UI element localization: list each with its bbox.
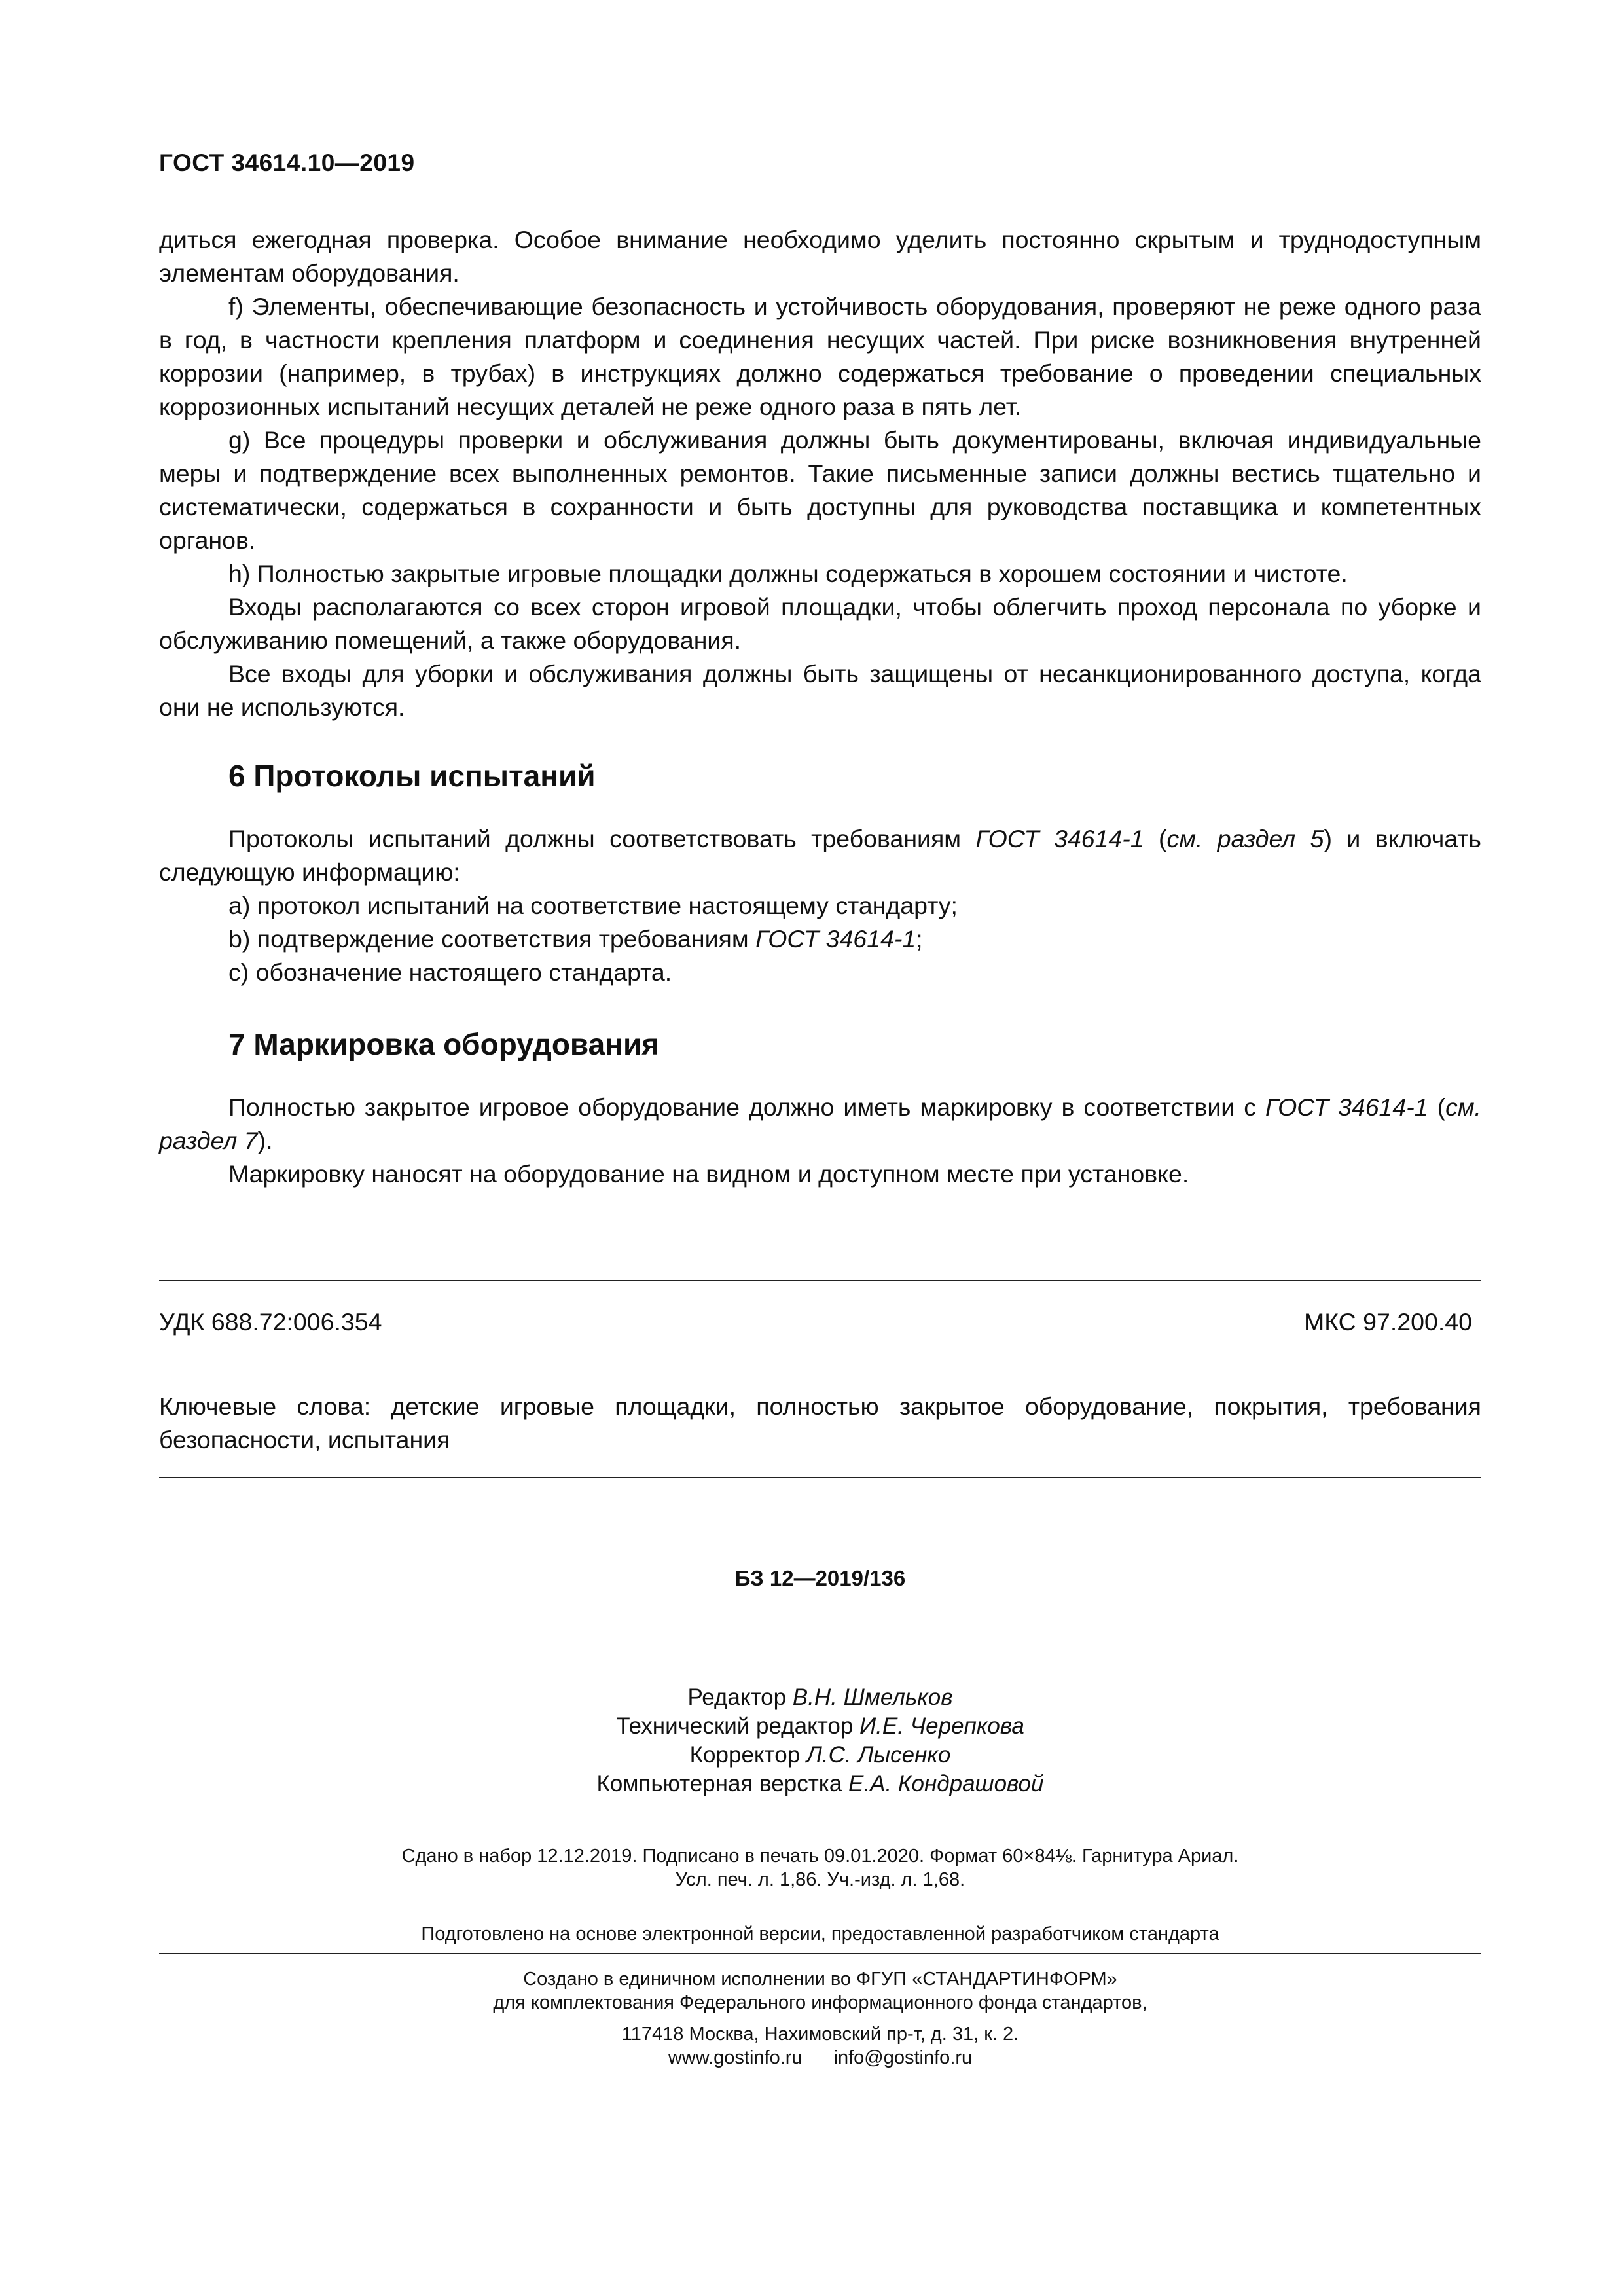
text: ; — [916, 925, 923, 953]
keywords — [159, 1390, 1481, 1457]
label: Технический редактор — [616, 1713, 860, 1739]
list-item — [159, 922, 1481, 956]
tech-editor-line — [159, 1712, 1481, 1741]
layout-line — [159, 1770, 1481, 1798]
prepared-note: Подготовлено на основе электронной версии, предоставленной разработчиком стандарта — [421, 1923, 1219, 1944]
divider — [159, 1953, 1481, 1954]
name: И.Е. Черепкова — [859, 1713, 1024, 1739]
print-info — [159, 1844, 1481, 1891]
credits-block — [159, 1683, 1481, 1798]
mks-code: МКС 97.200.40 — [1304, 1308, 1472, 1336]
standard-code: ГОСТ 34614.10—2019 — [159, 149, 415, 176]
section-7-heading: 7 Маркировка оборудования — [228, 1027, 660, 1061]
udk-code: УДК 688.72:006.354 — [159, 1308, 382, 1336]
reference: см. раздел 5 — [1166, 825, 1324, 852]
paragraph: Все входы для уборки и обслуживания должны быть защищены от несанкционированного доступа, когда они не используются. — [159, 660, 1481, 721]
publisher-line: Создано в единичном исполнении во ФГУП «СТАНДАРТИНФОРМ» — [523, 1969, 1117, 1990]
text: Полностью закрытое игровое оборудование должно иметь маркировку в соответствии с — [228, 1093, 1265, 1121]
paragraph — [159, 822, 1481, 889]
keywords-text: Ключевые слова: детские игровые площадки, полностью закрытое оборудование, покрытия, требования безопасности, испытания — [159, 1393, 1481, 1453]
reference: ГОСТ 34614-1 — [1265, 1093, 1428, 1121]
contacts-line — [159, 2046, 1481, 2069]
paragraph — [159, 1091, 1481, 1157]
paragraph-item-f: f) Элементы, обеспечивающие безопасность и устойчивость оборудования, проверяют не реже одного раза в год, в частности крепления платформ и соединения несущих частей. При риске возникновения внутренней коррозии (например, в трубах) в инструкциях должно содержаться требование о проведении специальных коррозионных испытаний несущих деталей не реже одного раза в пять лет. — [159, 293, 1481, 420]
reference: ГОСТ 34614-1 — [755, 925, 916, 953]
section-6-body — [159, 822, 1481, 989]
paragraph: диться ежегодная проверка. Особое внимание необходимо уделить постоянно скрытым и труднодоступным элементам оборудования. — [159, 226, 1481, 287]
name: Е.А. Кондрашовой — [848, 1771, 1044, 1796]
section-5-continuation — [159, 223, 1481, 724]
text: ( — [1428, 1093, 1446, 1121]
editor-line — [159, 1683, 1481, 1712]
corrector-line — [159, 1741, 1481, 1770]
publisher-block — [159, 1967, 1481, 2069]
print-info-line: Усл. печ. л. 1,86. Уч.-изд. л. 1,68. — [675, 1869, 965, 1890]
publisher-line: для комплектования Федерального информационного фонда стандартов, — [493, 1992, 1147, 2013]
section-6-heading: 6 Протоколы испытаний — [228, 759, 596, 793]
paragraph: Входы располагаются со всех сторон игровой площадки, чтобы облегчить проход персонала по уборке и обслуживанию помещений, а также оборудования. — [159, 593, 1481, 654]
paragraph-item-h: h) Полностью закрытые игровые площадки должны содержаться в хорошем состоянии и чистоте. — [228, 560, 1348, 587]
list-item: a) протокол испытаний на соответствие настоящему стандарту; — [228, 892, 958, 919]
name: Л.С. Лысенко — [806, 1742, 951, 1768]
label: Редактор — [687, 1685, 793, 1710]
print-info-line: Сдано в набор 12.12.2019. Подписано в печать 09.01.2020. Формат 60×84⅛. Гарнитура Ариал. — [401, 1846, 1239, 1867]
paragraph-item-g: g) Все процедуры проверки и обслуживания должны быть документированы, включая индивидуальные меры и подтверждение всех выполненных ремонтов. Такие письменные записи должны вестись тщательно и систематически, содержаться в сохранности и быть доступны для руководства поставщика и компетентных органов. — [159, 426, 1481, 554]
list-item: c) обозначение настоящего стандарта. — [228, 958, 672, 986]
email-link[interactable]: info@gostinfo.ru — [833, 2047, 973, 2068]
text: ). — [257, 1127, 273, 1154]
divider — [159, 1477, 1481, 1478]
text: ) и включать следующую информацию: — [159, 825, 1481, 886]
reference: ГОСТ 34614-1 — [975, 825, 1144, 852]
text: b) подтверждение соответствия требованиям — [228, 925, 756, 953]
reference: см. раздел 7 — [159, 1093, 1481, 1154]
label: Компьютерная верстка — [596, 1771, 849, 1796]
label: Корректор — [689, 1742, 806, 1768]
text: Протоколы испытаний должны соответствовать требованиям — [228, 825, 976, 852]
bz-number: БЗ 12—2019/136 — [734, 1566, 906, 1590]
divider — [159, 1280, 1481, 1281]
name: В.Н. Шмельков — [792, 1685, 953, 1710]
text: ( — [1144, 825, 1167, 852]
website-link[interactable]: www.gostinfo.ru — [668, 2047, 803, 2068]
address-line: 117418 Москва, Нахимовский пр-т, д. 31, к. 2. — [621, 2024, 1019, 2045]
section-7-body — [159, 1091, 1481, 1191]
paragraph: Маркировку наносят на оборудование на видном и доступном месте при установке. — [228, 1160, 1189, 1188]
